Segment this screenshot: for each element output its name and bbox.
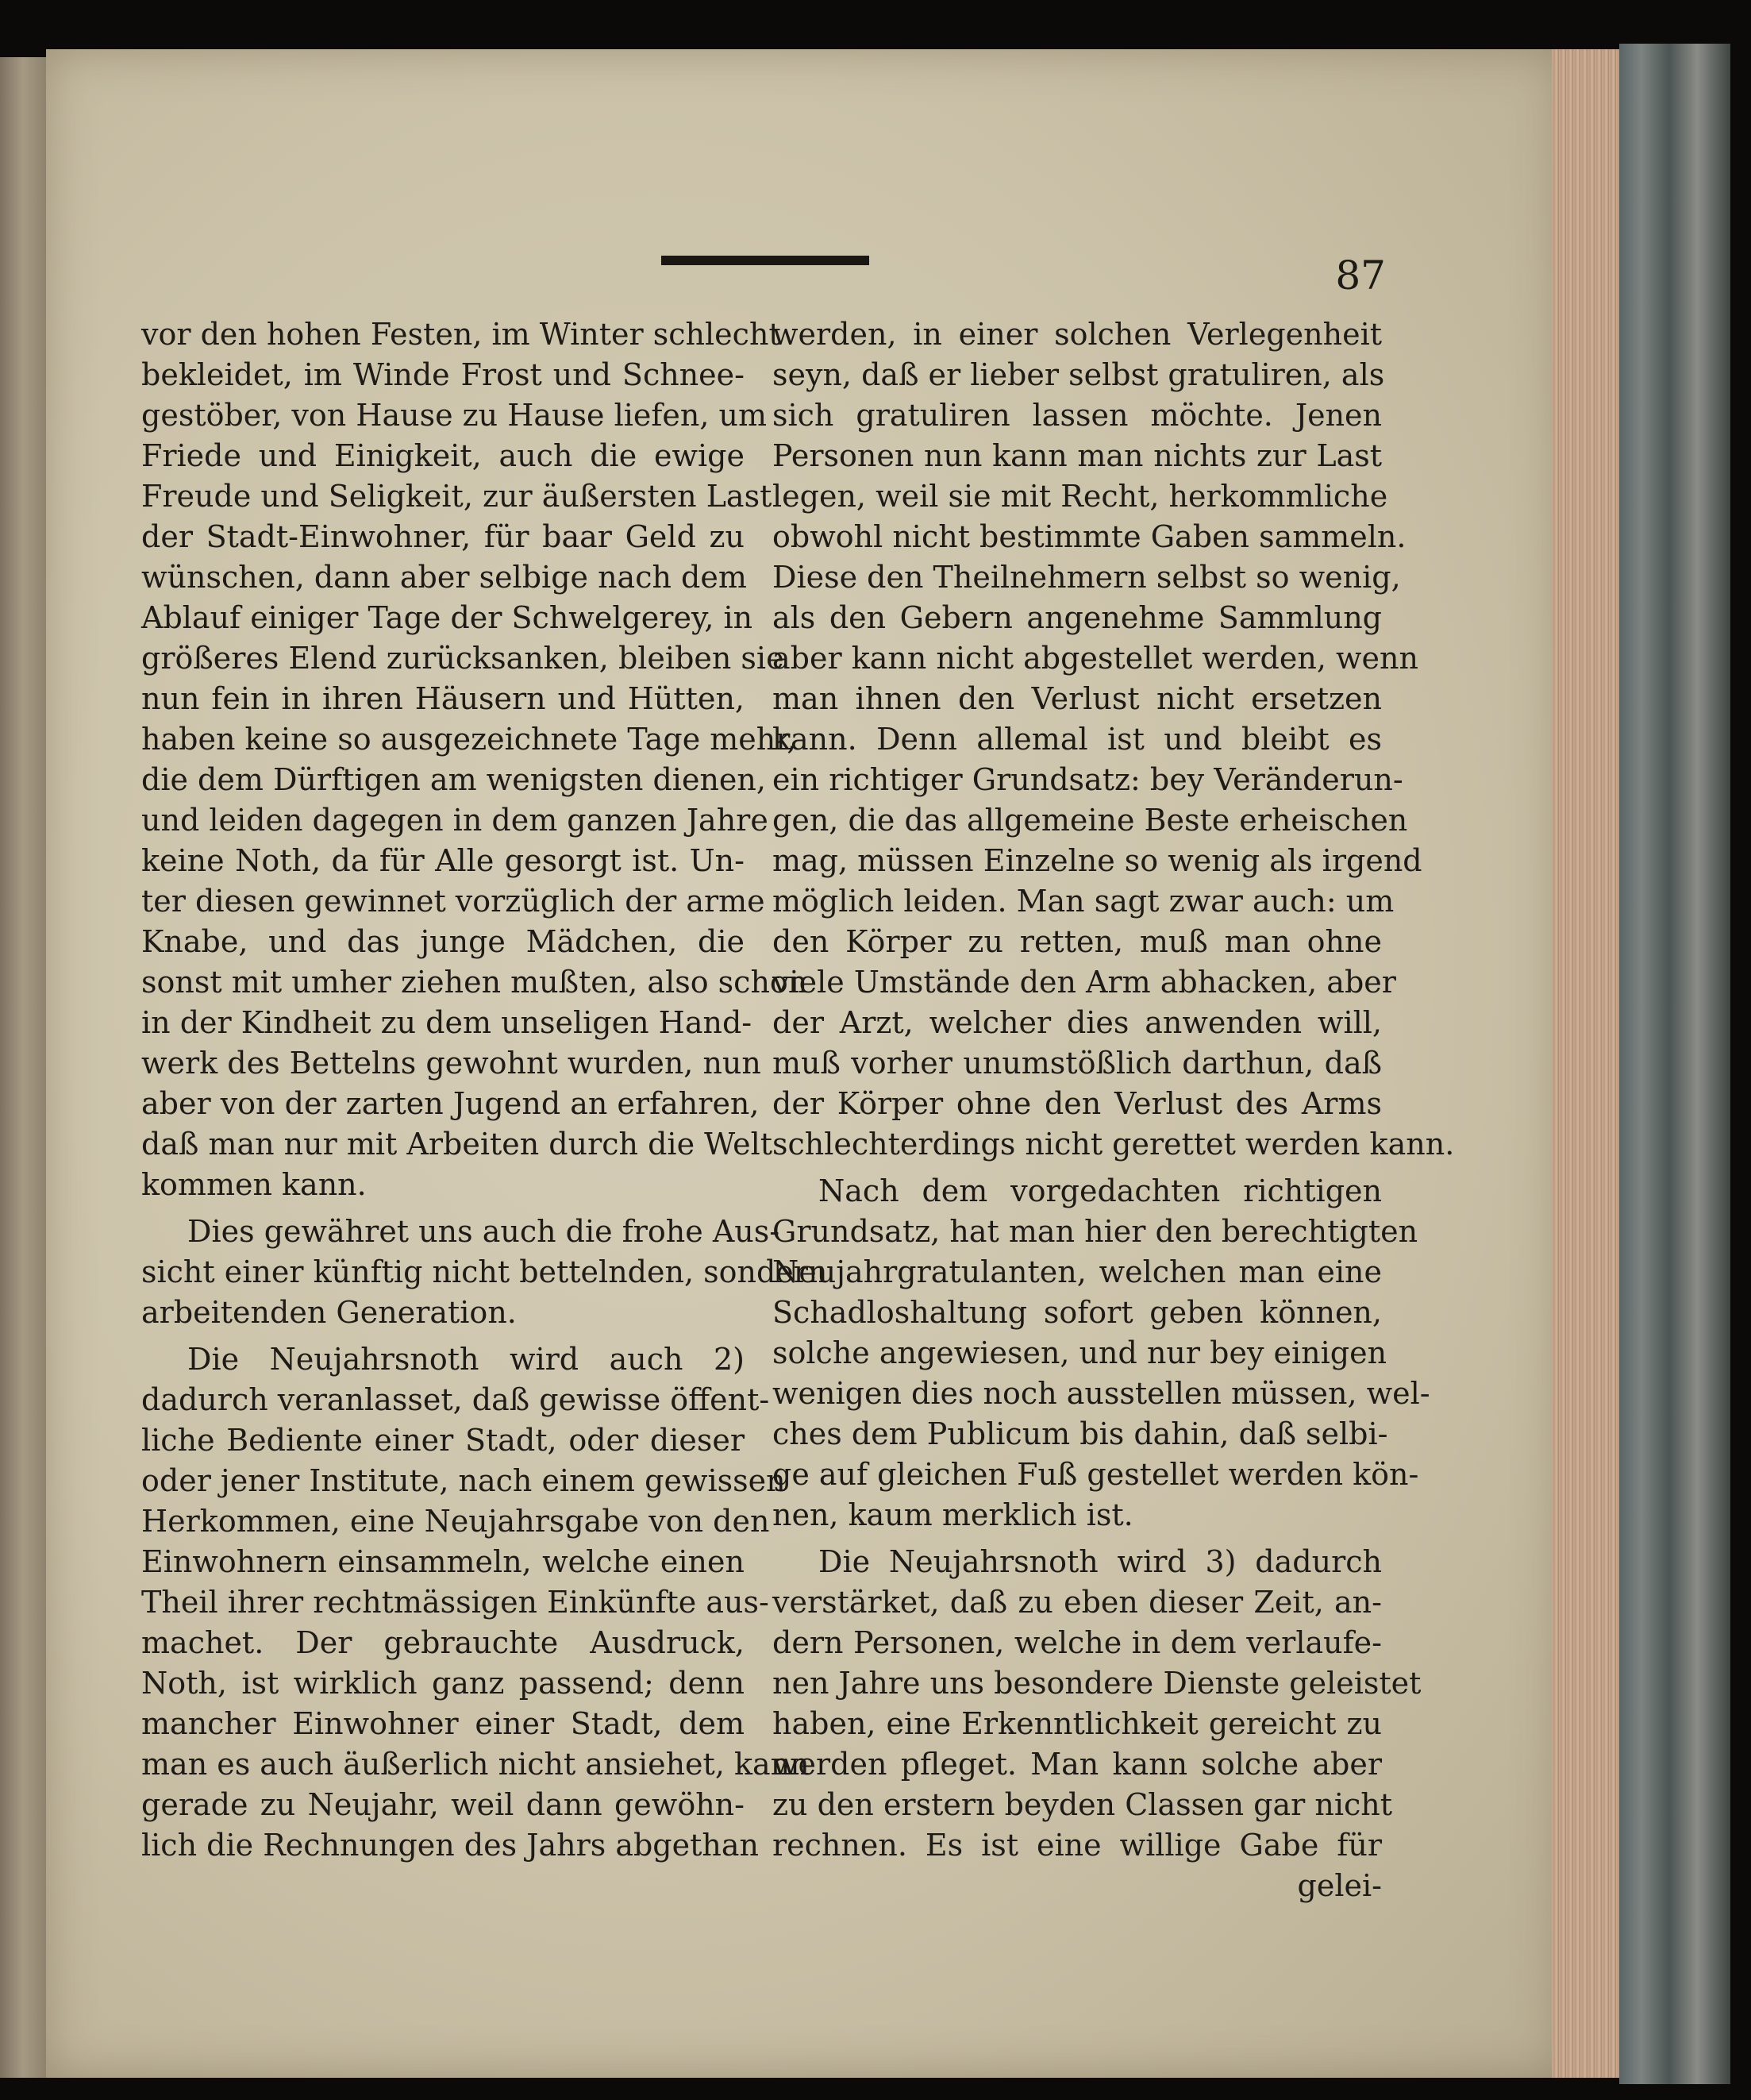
text-line: aber kann nicht abgestellet werden, wenn: [772, 641, 1418, 676]
text-line: machet. Der gebrauchte Ausdruck,: [141, 1625, 745, 1660]
text-line: Nach dem vorgedachten richtigen: [818, 1173, 1382, 1208]
paragraph-gap: [772, 1165, 1382, 1171]
text-line: Einwohnern einsammeln, welche einen: [141, 1544, 745, 1579]
text-line: gestöber, von Hause zu Hause liefen, um: [141, 398, 768, 433]
text-line: ter diesen gewinnet vorzüglich der arme: [141, 884, 765, 919]
text-line: lich die Rechnungen des Jahrs abgethan: [141, 1828, 759, 1863]
paragraph-gap: [141, 1205, 745, 1212]
text-line: größeres Elend zurücksanken, bleiben sie: [141, 641, 784, 676]
page-block-edges: [1552, 49, 1619, 2078]
text-line: gerade zu Neujahr, weil dann gewöhn-: [141, 1787, 745, 1822]
text-line: bekleidet, im Winde Frost und Schnee-: [141, 357, 745, 392]
text-line: Herkommen, eine Neujahrsgabe von den: [141, 1504, 770, 1539]
text-line: muß vorher unumstößlich darthun, daß: [772, 1046, 1382, 1081]
text-line: als den Gebern angenehme Sammlung: [772, 600, 1382, 635]
text-line: oder jener Institute, nach einem gewissen: [141, 1463, 786, 1498]
left-column: [141, 314, 828, 1866]
text-line: der Stadt-Einwohner, für baar Geld zu: [141, 519, 745, 554]
text-line: Ablauf einiger Tage der Schwelgerey, in: [141, 600, 753, 635]
text-line: möglich leiden. Man sagt zwar auch: um: [772, 884, 1395, 919]
text-line: werk des Bettelns gewohnt wurden, nun: [141, 1046, 761, 1081]
text-line: ge auf gleichen Fuß gestellet werden kön-: [772, 1457, 1419, 1492]
text-line: Knabe, und das junge Mädchen, die: [141, 924, 745, 959]
text-line: liche Bediente einer Stadt, oder dieser: [141, 1423, 745, 1458]
text-line: daß man nur mit Arbeiten durch die Welt: [141, 1127, 773, 1162]
text-line: werden pfleget. Man kann solche aber: [772, 1747, 1382, 1782]
text-line: Friede und Einigkeit, auch die ewige: [141, 438, 745, 473]
text-line: wünschen, dann aber selbige nach dem: [141, 560, 747, 595]
text-line: solche angewiesen, und nur bey einigen: [772, 1335, 1387, 1370]
text-line: arbeitenden Generation.: [141, 1295, 517, 1330]
text-line: sich gratuliren lassen möchte. Jenen: [772, 398, 1382, 433]
text-line: die dem Dürftigen am wenigsten dienen,: [141, 762, 766, 797]
text-line: nen, kaum merklich ist.: [772, 1497, 1133, 1532]
text-line: rechnen. Es ist eine willige Gabe für: [772, 1828, 1382, 1863]
text-line: dadurch veranlasset, daß gewisse öffent-: [141, 1382, 770, 1417]
page-number: 87: [1335, 252, 1386, 299]
text-line: seyn, daß er lieber selbst gratuliren, als: [772, 357, 1385, 392]
text-line: sicht einer künftig nicht bettelnden, sondern: [141, 1254, 828, 1289]
text-line: obwohl nicht bestimmte Gaben sammeln.: [772, 519, 1407, 554]
text-line: Noth, ist wirklich ganz passend; denn: [141, 1666, 745, 1701]
text-line: aber von der zarten Jugend an erfahren,: [141, 1086, 760, 1121]
text-line: in der Kindheit zu dem unseligen Hand-: [141, 1005, 752, 1040]
text-line: Personen nun kann man nichts zur Last: [772, 438, 1382, 473]
text-line: Freude und Seligkeit, zur äußersten Last: [141, 479, 772, 514]
text-line: Grundsatz, hat man hier den berechtigten: [772, 1214, 1418, 1249]
text-line: verstärket, daß zu eben dieser Zeit, an-: [772, 1585, 1382, 1620]
text-line: mancher Einwohner einer Stadt, dem: [141, 1706, 745, 1741]
text-line: wenigen dies noch ausstellen müssen, wel-: [772, 1376, 1430, 1411]
text-line: Die Neujahrsnoth wird 3) dadurch: [818, 1544, 1382, 1579]
text-line: Theil ihrer rechtmässigen Einkünfte aus-: [141, 1585, 769, 1620]
catchword: gelei-: [1297, 1868, 1382, 1903]
text-line: Diese den Theilnehmern selbst so wenig,: [772, 560, 1401, 595]
right-column: [772, 314, 1455, 1906]
text-line: sonst mit umher ziehen mußten, also schon: [141, 965, 808, 1000]
text-line: und leiden dagegen in dem ganzen Jahre: [141, 803, 768, 838]
text-line: haben keine so ausgezeichnete Tage mehr,: [141, 722, 797, 757]
text-line: der Körper ohne den Verlust des Arms: [772, 1086, 1382, 1121]
text-line: nen Jahre uns besondere Dienste geleistet: [772, 1666, 1422, 1701]
text-line: ein richtiger Grundsatz: bey Veränderun-: [772, 762, 1403, 797]
text-line: Die Neujahrsnoth wird auch 2): [187, 1342, 745, 1377]
previous-page-edge: [0, 57, 46, 2078]
paragraph-gap: [772, 1536, 1382, 1542]
header-rule: [661, 256, 869, 265]
text-line: werden, in einer solchen Verlegenheit: [772, 317, 1382, 352]
text-line: mag, müssen Einzelne so wenig als irgend: [772, 843, 1422, 878]
text-line: man es auch äußerlich nicht ansiehet, kann: [141, 1747, 810, 1782]
text-line: dern Personen, welche in dem verlaufe-: [772, 1625, 1382, 1660]
text-line: legen, weil sie mit Recht, herkommliche: [772, 479, 1388, 514]
text-line: keine Noth, da für Alle gesorgt ist. Un-: [141, 843, 745, 878]
text-line: schlechterdings nicht gerettet werden kann.: [772, 1127, 1455, 1162]
text-line: Dies gewähret uns auch die frohe Aus-: [187, 1214, 780, 1249]
text-line: haben, eine Erkenntlichkeit gereicht zu: [772, 1706, 1382, 1741]
text-line: Schadloshaltung sofort geben können,: [772, 1295, 1382, 1330]
text-line: vor den hohen Festen, im Winter schlecht: [141, 317, 781, 352]
paragraph-gap: [141, 1333, 745, 1339]
text-line: kann. Denn allemal ist und bleibt es: [772, 722, 1382, 757]
text-line: ches dem Publicum bis dahin, daß selbi-: [772, 1416, 1388, 1451]
text-line: viele Umstände den Arm abhacken, aber: [772, 965, 1396, 1000]
text-line: zu den erstern beyden Classen gar nicht: [772, 1787, 1393, 1822]
text-line: der Arzt, welcher dies anwenden will,: [772, 1005, 1382, 1040]
text-line: den Körper zu retten, muß man ohne: [772, 924, 1382, 959]
text-line: nun fein in ihren Häusern und Hütten,: [141, 681, 745, 716]
text-line: kommen kann.: [141, 1167, 367, 1202]
text-line: man ihnen den Verlust nicht ersetzen: [772, 681, 1382, 716]
book-cover-marbled: [1619, 44, 1730, 2084]
text-line: Neujahrgratulanten, welchen man eine: [772, 1254, 1382, 1289]
text-line: gen, die das allgemeine Beste erheischen: [772, 803, 1408, 838]
